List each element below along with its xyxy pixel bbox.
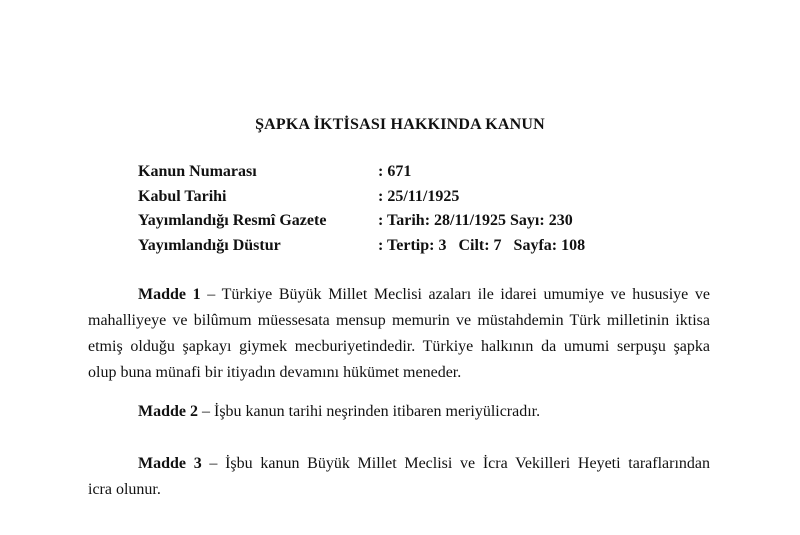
article-label: Madde 2 [138,403,198,420]
article-line: olup buna münafi bir itiyadın devamını hükümet meneder. [88,364,462,381]
meta-row-acceptance-date [138,185,585,210]
meta-row-dustur [138,234,585,259]
article-line [88,399,710,425]
article-line: mahalliyeye ve bilûmum müessesata mensup memurin ve müstahdemin Türk milletinin iktisa [88,312,710,329]
article-line: icra olunur. [88,481,161,498]
law-title: ŞAPKA İKTİSASI HAKKINDA KANUN [255,116,545,133]
article-text: – İşbu kanun tarihi neşrinden itibaren meriyülicradır. [198,403,541,420]
meta-label: Kabul Tarihi [138,187,227,205]
meta-row-official-gazette [138,209,585,234]
article-2 [88,399,710,425]
meta-value: : Tertip: 3 Cilt: 7 Sayfa: 108 [378,236,586,254]
article-1 [88,282,710,386]
meta-value: : Tarih: 28/11/1925 Sayı: 230 [378,212,573,230]
article-label: Madde 3 [138,455,202,472]
meta-value: : 25/11/1925 [378,187,460,205]
meta-label: Yayımlandığı Resmî Gazete [138,212,327,230]
meta-row-law-number [138,160,585,185]
article-3 [88,451,710,503]
article-line [88,451,710,477]
article-text: – Türkiye Büyük Millet Meclisi azaları ile idarei umumiye ve hususiye ve [200,286,711,303]
article-text: – İşbu kanun Büyük Millet Meclisi ve İcra Vekilleri Heyeti taraflarından [201,455,710,472]
meta-label: Yayımlandığı Düstur [138,236,281,254]
meta-label: Kanun Numarası [138,163,257,181]
meta-value: : 671 [378,163,412,181]
article-line: etmiş olduğu şapkayı giymek mecburiyetindedir. Türkiye halkının da umumi serpuşu şapka [88,338,710,355]
article-label: Madde 1 [138,286,201,303]
article-line [88,282,710,308]
law-metadata [138,160,585,258]
